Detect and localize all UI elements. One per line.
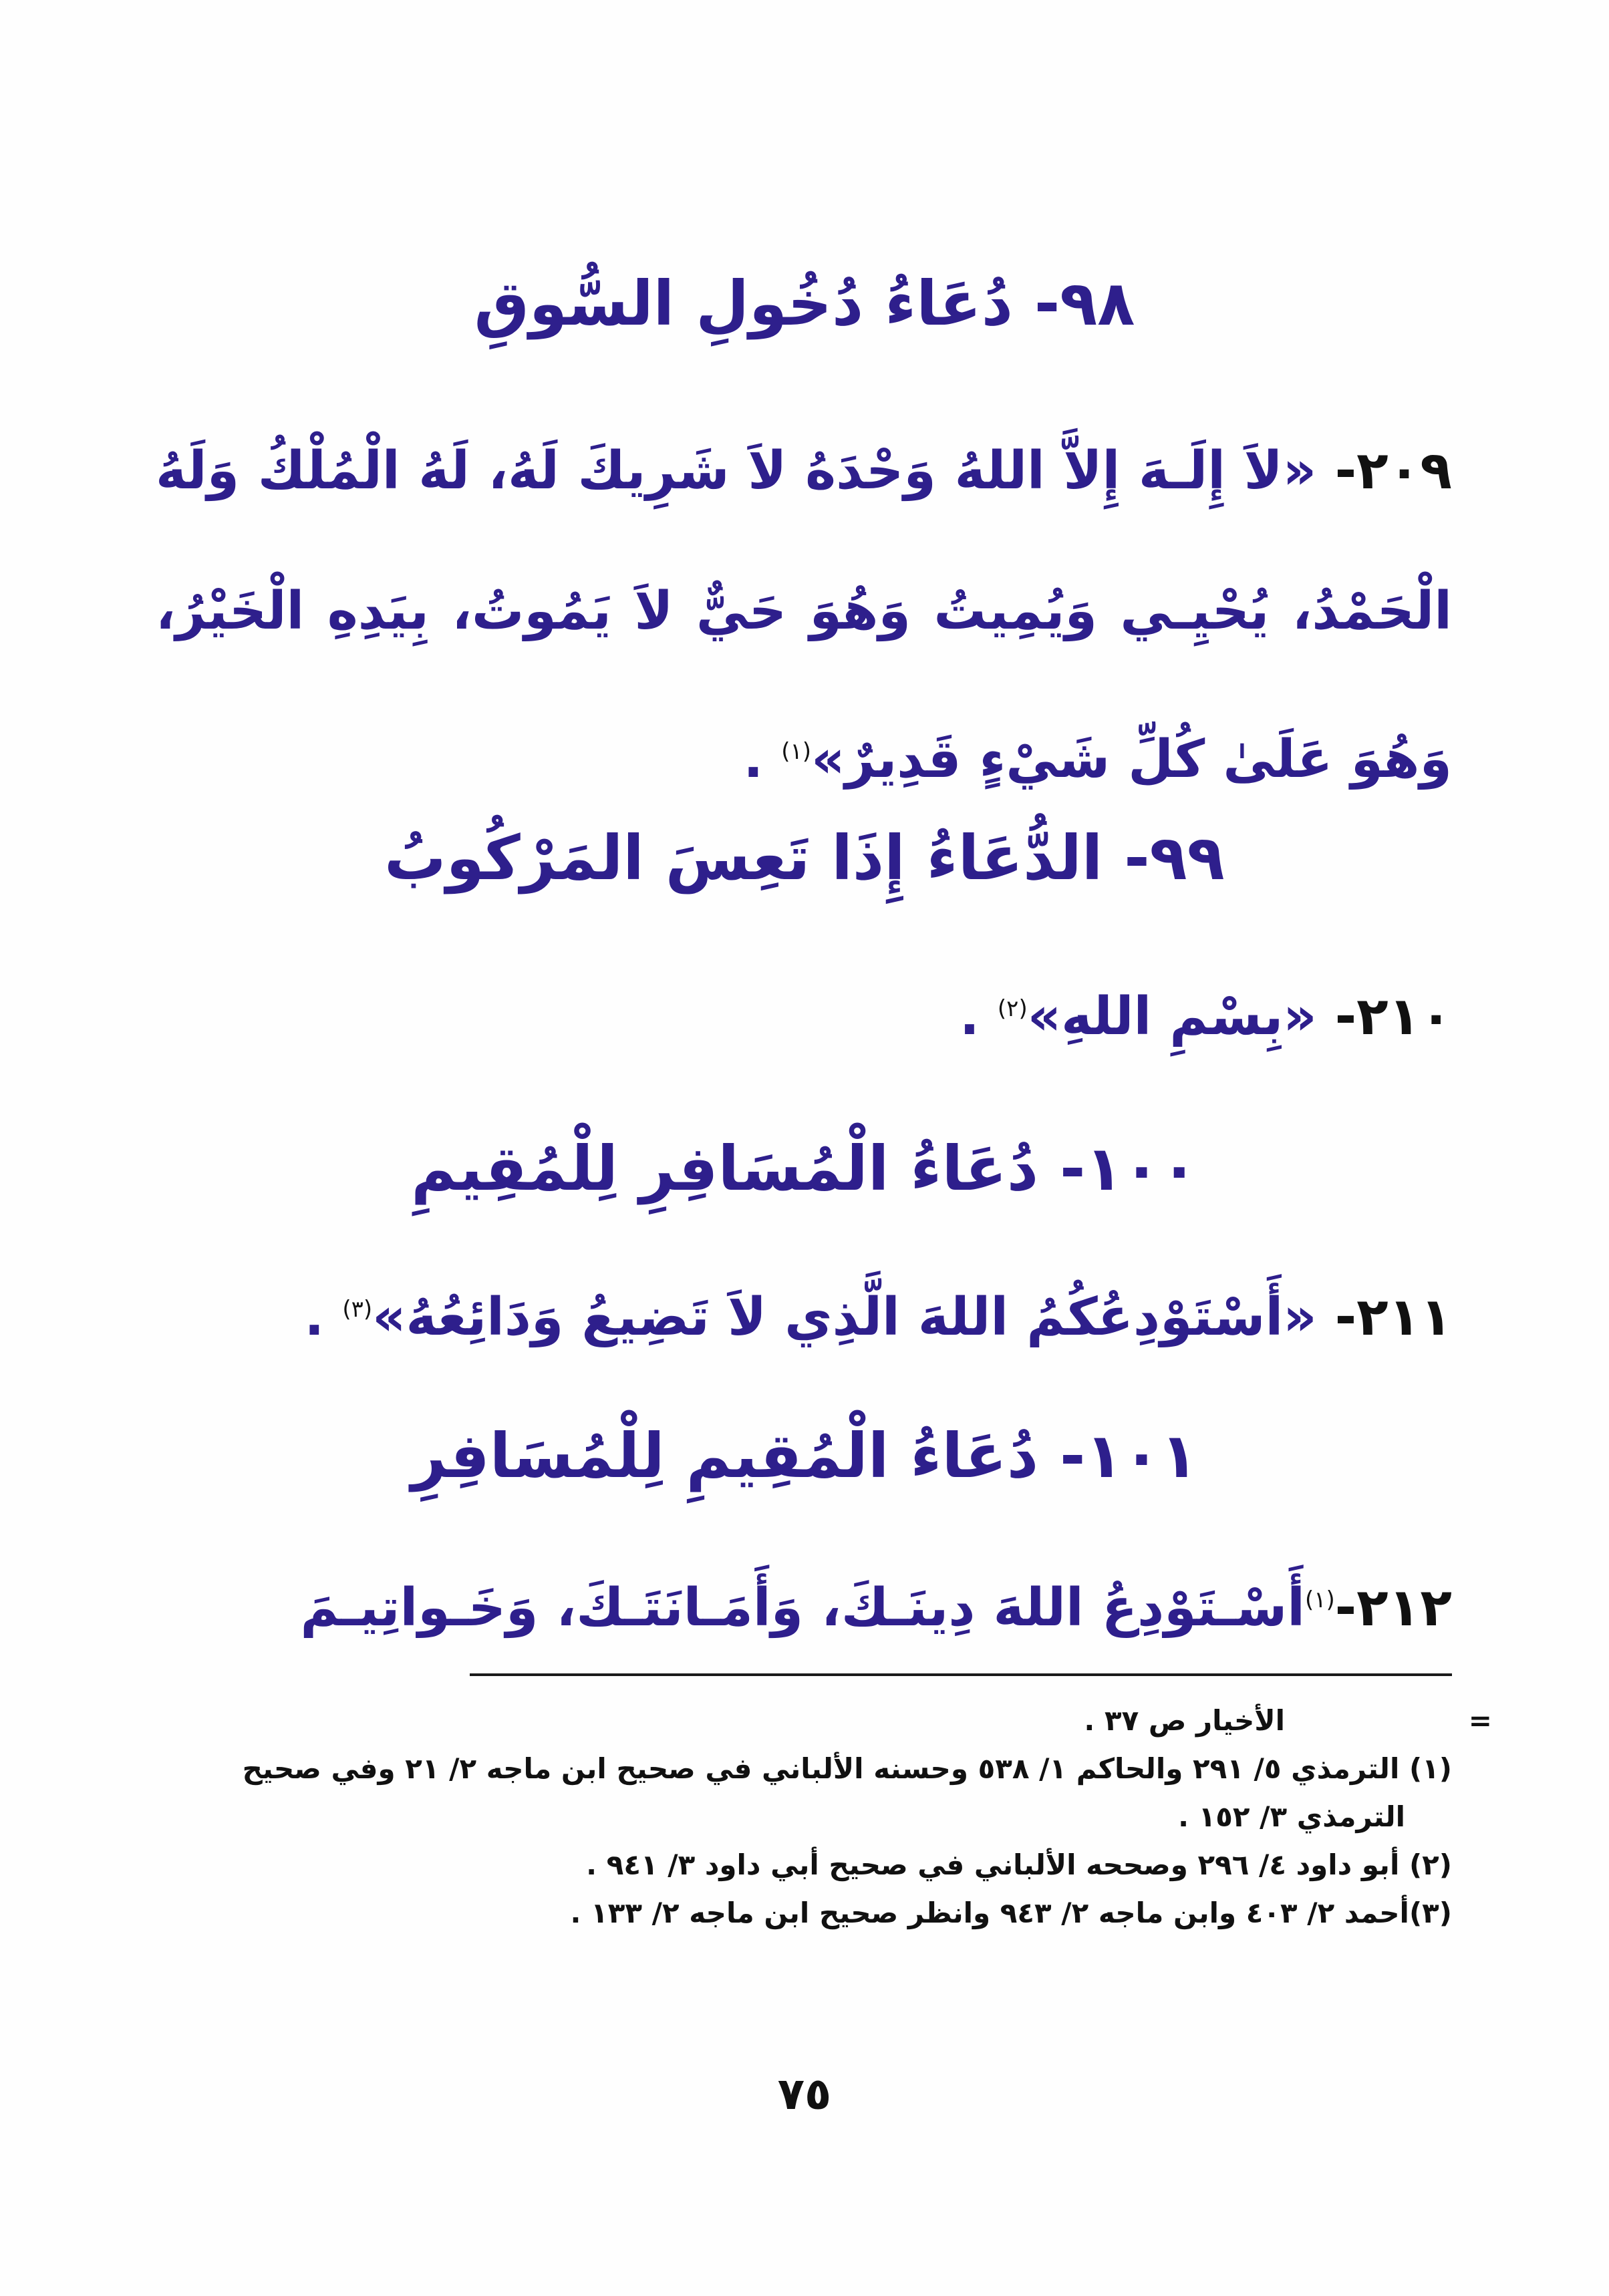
footnote-1: (١) الترمذي ٥/ ٢٩١ والحاكم ١/ ٥٣٨ وحسنه الألباني في صحيح ابن ماجه ٢/ ٢١ وفي صحيح — [242, 1752, 1452, 1785]
dua-text: «أَسْتَوْدِعُكُمُ اللهَ الَّذِي لاَ تَضِيعُ وَدَائِعُهُ» — [372, 1287, 1317, 1347]
dua-text: أَسْـتَوْدِعُ اللهَ دِينَـكَ، وَأَمَـانَتَـكَ، وَخَـواتِيـمَ — [300, 1578, 1305, 1638]
dua-end-mark: . — [304, 1287, 343, 1347]
heading-101-resident-to-traveller: ١٠١- دُعَاءُ الْمُقِيمِ لِلْمُسَافِرِ — [411, 1420, 1198, 1492]
continuation-mark: = — [1468, 1704, 1492, 1737]
footnote-3: (٣)أحمد ٢/ ٤٠٣ وابن ماجه ٢/ ٩٤٣ وانظر صحيح ابن ماجه ٢/ ١٣٣ . — [570, 1897, 1452, 1929]
footnote-continuation-text: الأخيار ص ٣٧ . — [1084, 1704, 1285, 1737]
dua-number: ٢١١- — [1334, 1287, 1452, 1347]
footnote-2: (٢) أبو داود ٤/ ٢٩٦ وصححه الألباني في صحيح أبي داود ٣/ ٩٤١ . — [586, 1848, 1452, 1881]
dua-212 — [156, 1530, 1452, 1678]
dua-209 — [156, 401, 1452, 830]
footnotes — [156, 1697, 1492, 1937]
dua-number: ٢١٢- — [1334, 1578, 1452, 1638]
heading-100-traveller-to-resident: ١٠٠- دُعَاءُ الْمُسَافِرِ لِلْمُقِيمِ — [411, 1133, 1198, 1204]
dua-211 — [156, 1239, 1452, 1387]
footnote-reference: (٣) — [342, 1296, 373, 1323]
dua-number: ٢١٠- — [1334, 987, 1452, 1047]
heading-98-market-entry: ٩٨- دُعَاءُ دُخُولِ السُّوقِ — [474, 268, 1135, 339]
footnote-reference: (١) — [1305, 1587, 1335, 1613]
dua-end-mark: . — [743, 729, 782, 790]
footnote-1-continued: الترمذي ٣/ ١٥٢ . — [1178, 1800, 1405, 1833]
dua-text: «بِسْمِ اللهِ» — [1027, 987, 1317, 1047]
footnote-continuation — [156, 1697, 1492, 1745]
dua-number: ٢٠٩- — [1334, 441, 1452, 501]
footnote-divider — [470, 1673, 1452, 1676]
footnote-reference: (١) — [781, 738, 812, 765]
dua-text: «لاَ إِلَـهَ إِلاَّ اللهُ وَحْدَهُ لاَ شَرِيكَ لَهُ، لَهُ الْمُلْكُ وَلَهُ الْحَمْدُ، يُحْيِـي وَيُمِيتُ وَهُوَ حَيٌّ لاَ يَمُوتُ، بِيَدِهِ الْخَيْرُ، وَهُوَ عَلَىٰ كُلِّ شَيْءٍ قَدِيرٌ» — [156, 441, 1452, 790]
dua-210 — [156, 939, 1452, 1087]
page-number: ٧٥ — [777, 2068, 832, 2120]
dua-end-mark: . — [960, 987, 998, 1047]
footnote-reference: (٢) — [997, 995, 1028, 1022]
heading-99-mount-stumbles: ٩٩- الدُّعَاءُ إِذَا تَعِسَ المَرْكُوبُ — [384, 822, 1225, 894]
